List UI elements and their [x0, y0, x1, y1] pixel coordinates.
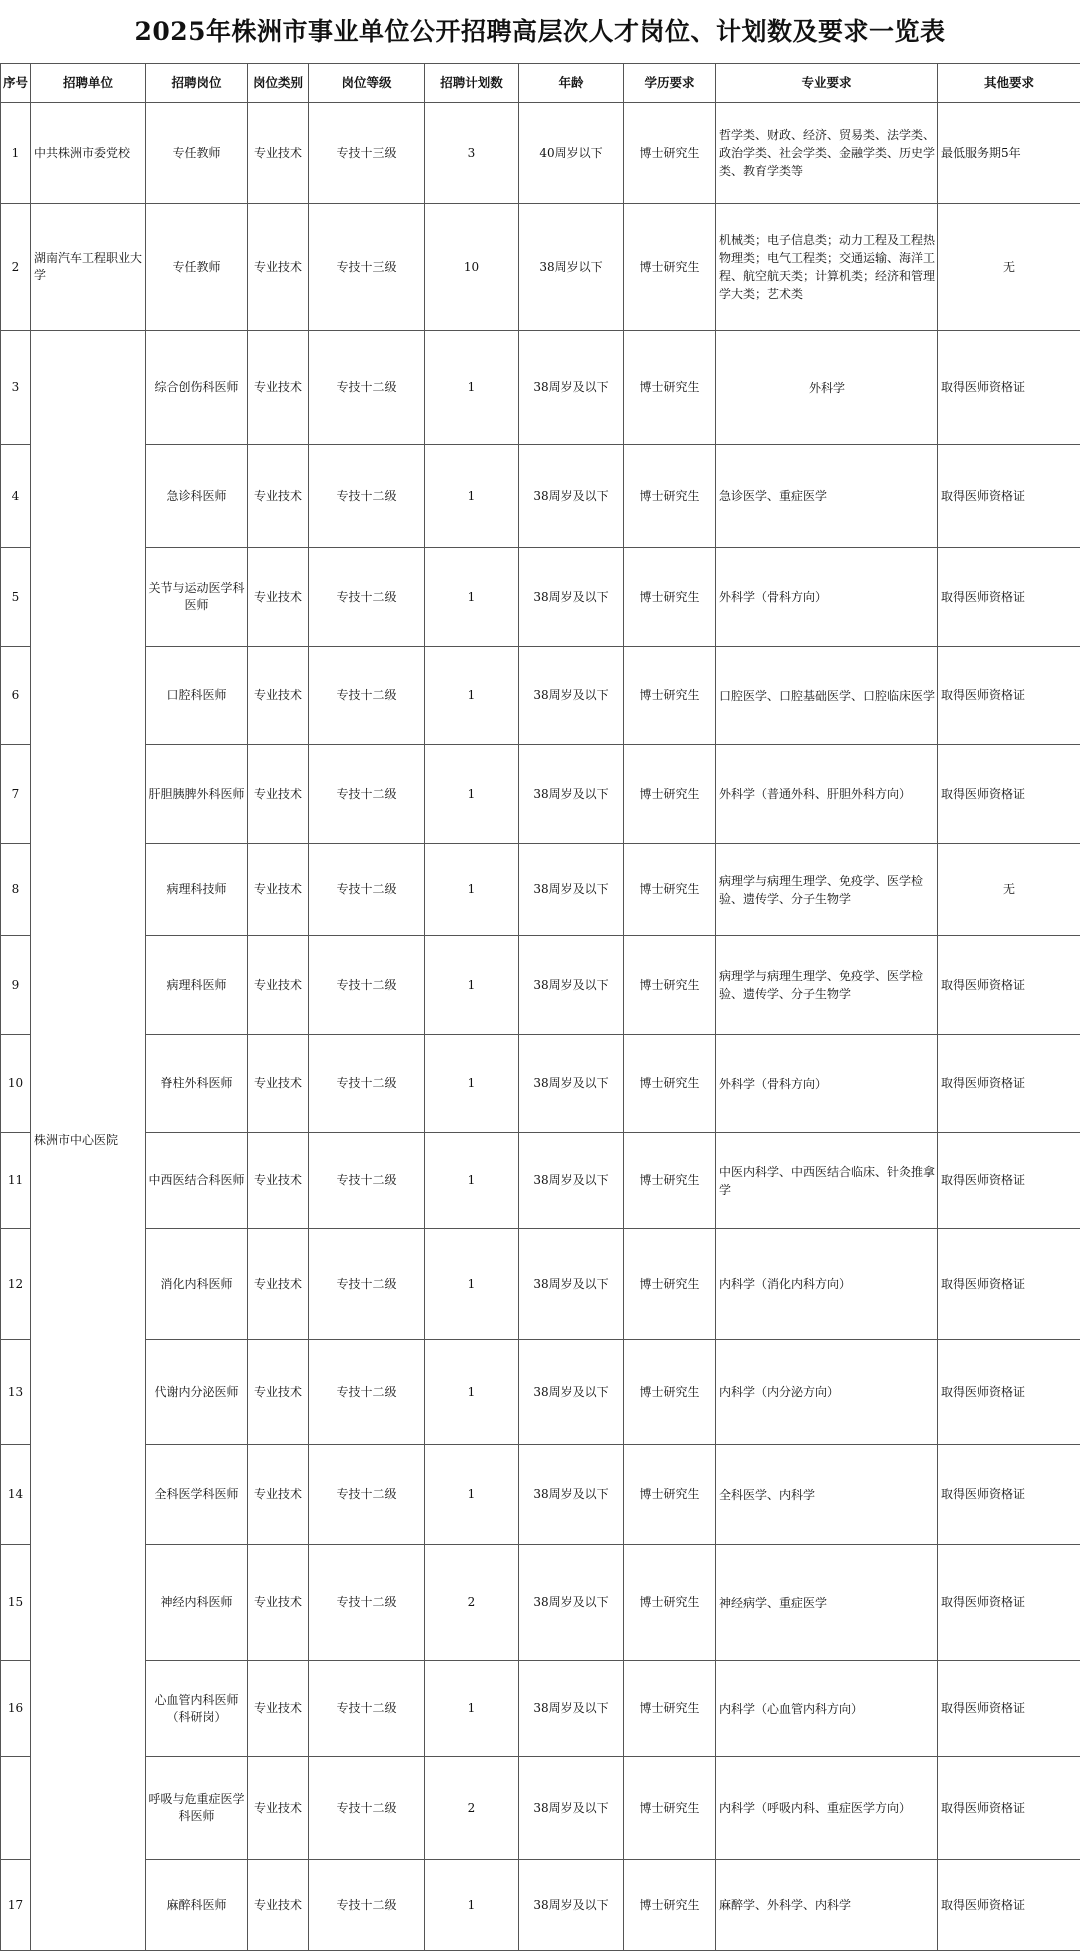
cell-no: 11 [1, 1133, 31, 1229]
cell-post: 中西医结合科医师 [146, 1133, 248, 1229]
cell-major: 全科医学、内科学 [716, 1445, 938, 1545]
cell-grade: 专技十二级 [309, 844, 425, 936]
cell-age: 38周岁及以下 [519, 1860, 624, 1951]
cell-grade: 专技十三级 [309, 103, 425, 204]
cell-post: 专任教师 [146, 103, 248, 204]
cell-no: 3 [1, 331, 31, 445]
cell-post: 全科医学科医师 [146, 1445, 248, 1545]
cell-grade: 专技十二级 [309, 1035, 425, 1133]
cell-category: 专业技术 [248, 548, 309, 647]
cell-major: 外科学（骨科方向） [716, 1035, 938, 1133]
recruitment-table [0, 63, 1080, 1951]
cell-count: 2 [425, 1545, 519, 1661]
cell-major: 哲学类、财政、经济、贸易类、法学类、政治学类、社会学类、金融学类、历史学类、教育学类等 [716, 103, 938, 204]
cell-no: 17 [1, 1860, 31, 1951]
cell-unit: 株洲市中心医院 [31, 331, 146, 1951]
table-row [1, 204, 1080, 331]
table-row [1, 103, 1080, 204]
cell-edu: 博士研究生 [624, 647, 716, 745]
table-row [1, 936, 1080, 1035]
cell-other: 取得医师资格证 [938, 1757, 1080, 1860]
cell-no: 12 [1, 1229, 31, 1340]
cell-age: 38周岁及以下 [519, 936, 624, 1035]
cell-other: 取得医师资格证 [938, 936, 1080, 1035]
cell-edu: 博士研究生 [624, 1757, 716, 1860]
cell-post: 心血管内科医师（科研岗） [146, 1661, 248, 1757]
cell-no: 14 [1, 1445, 31, 1545]
table-row [1, 548, 1080, 647]
cell-unit: 湖南汽车工程职业大学 [31, 204, 146, 331]
table-row [1, 1860, 1080, 1951]
cell-count: 2 [425, 1757, 519, 1860]
cell-other: 无 [938, 204, 1080, 331]
cell-no: 2 [1, 204, 31, 331]
cell-edu: 博士研究生 [624, 1661, 716, 1757]
table-row [1, 647, 1080, 745]
table-row [1, 1757, 1080, 1860]
cell-no: 1 [1, 103, 31, 204]
cell-post: 专任教师 [146, 204, 248, 331]
table-row [1, 1229, 1080, 1340]
cell-no: 8 [1, 844, 31, 936]
cell-edu: 博士研究生 [624, 936, 716, 1035]
table-body [1, 103, 1080, 1951]
cell-no: 7 [1, 745, 31, 844]
header-no: 序号 [1, 64, 31, 103]
header-major: 专业要求 [716, 64, 938, 103]
cell-major: 病理学与病理生理学、免疫学、医学检验、遗传学、分子生物学 [716, 936, 938, 1035]
cell-grade: 专技十二级 [309, 1757, 425, 1860]
table-row [1, 1545, 1080, 1661]
cell-count: 1 [425, 1229, 519, 1340]
table-row [1, 331, 1080, 445]
cell-other: 取得医师资格证 [938, 1545, 1080, 1661]
cell-post: 关节与运动医学科医师 [146, 548, 248, 647]
table-header-row [1, 64, 1080, 103]
cell-major: 麻醉学、外科学、内科学 [716, 1860, 938, 1951]
cell-other: 取得医师资格证 [938, 1229, 1080, 1340]
cell-age: 38周岁及以下 [519, 1133, 624, 1229]
cell-edu: 博士研究生 [624, 1860, 716, 1951]
cell-edu: 博士研究生 [624, 103, 716, 204]
cell-grade: 专技十二级 [309, 331, 425, 445]
cell-edu: 博士研究生 [624, 1133, 716, 1229]
cell-age: 38周岁及以下 [519, 1229, 624, 1340]
cell-major: 外科学 [716, 331, 938, 445]
cell-no: 6 [1, 647, 31, 745]
cell-category: 专业技术 [248, 1133, 309, 1229]
table-row [1, 1133, 1080, 1229]
cell-other: 取得医师资格证 [938, 1661, 1080, 1757]
cell-edu: 博士研究生 [624, 844, 716, 936]
cell-age: 38周岁及以下 [519, 647, 624, 745]
cell-other: 无 [938, 844, 1080, 936]
cell-post: 肝胆胰脾外科医师 [146, 745, 248, 844]
cell-no [1, 1757, 31, 1860]
table-row [1, 1340, 1080, 1445]
cell-post: 神经内科医师 [146, 1545, 248, 1661]
cell-age: 38周岁及以下 [519, 745, 624, 844]
cell-post: 消化内科医师 [146, 1229, 248, 1340]
cell-age: 38周岁及以下 [519, 445, 624, 548]
cell-category: 专业技术 [248, 1661, 309, 1757]
header-age: 年龄 [519, 64, 624, 103]
cell-grade: 专技十二级 [309, 1661, 425, 1757]
cell-category: 专业技术 [248, 1340, 309, 1445]
cell-age: 38周岁及以下 [519, 1661, 624, 1757]
cell-post: 病理科医师 [146, 936, 248, 1035]
cell-edu: 博士研究生 [624, 1229, 716, 1340]
cell-no: 15 [1, 1545, 31, 1661]
cell-other: 取得医师资格证 [938, 1860, 1080, 1951]
cell-major: 口腔医学、口腔基础医学、口腔临床医学 [716, 647, 938, 745]
cell-grade: 专技十二级 [309, 1860, 425, 1951]
cell-no: 4 [1, 445, 31, 548]
cell-edu: 博士研究生 [624, 1035, 716, 1133]
cell-count: 1 [425, 1340, 519, 1445]
cell-count: 1 [425, 1133, 519, 1229]
cell-count: 10 [425, 204, 519, 331]
cell-grade: 专技十二级 [309, 647, 425, 745]
cell-grade: 专技十二级 [309, 745, 425, 844]
cell-major: 外科学（普通外科、肝胆外科方向） [716, 745, 938, 844]
cell-category: 专业技术 [248, 1545, 309, 1661]
cell-major: 内科学（心血管内科方向） [716, 1661, 938, 1757]
cell-no: 5 [1, 548, 31, 647]
cell-age: 38周岁及以下 [519, 1757, 624, 1860]
cell-no: 9 [1, 936, 31, 1035]
cell-grade: 专技十二级 [309, 936, 425, 1035]
cell-age: 38周岁及以下 [519, 548, 624, 647]
cell-edu: 博士研究生 [624, 745, 716, 844]
cell-other: 取得医师资格证 [938, 1035, 1080, 1133]
cell-count: 1 [425, 445, 519, 548]
cell-edu: 博士研究生 [624, 1445, 716, 1545]
cell-count: 1 [425, 844, 519, 936]
cell-other: 取得医师资格证 [938, 548, 1080, 647]
header-grade: 岗位等级 [309, 64, 425, 103]
cell-no: 10 [1, 1035, 31, 1133]
cell-count: 1 [425, 647, 519, 745]
cell-post: 麻醉科医师 [146, 1860, 248, 1951]
cell-major: 内科学（消化内科方向） [716, 1229, 938, 1340]
header-unit: 招聘单位 [31, 64, 146, 103]
cell-major: 神经病学、重症医学 [716, 1545, 938, 1661]
cell-major: 急诊医学、重症医学 [716, 445, 938, 548]
header-edu: 学历要求 [624, 64, 716, 103]
cell-category: 专业技术 [248, 1229, 309, 1340]
cell-category: 专业技术 [248, 103, 309, 204]
table-row [1, 745, 1080, 844]
cell-count: 1 [425, 548, 519, 647]
cell-count: 1 [425, 745, 519, 844]
cell-unit: 中共株洲市委党校 [31, 103, 146, 204]
cell-post: 病理科技师 [146, 844, 248, 936]
cell-grade: 专技十三级 [309, 204, 425, 331]
cell-post: 口腔科医师 [146, 647, 248, 745]
cell-major: 中医内科学、中西医结合临床、针灸推拿学 [716, 1133, 938, 1229]
table-row [1, 445, 1080, 548]
cell-other: 取得医师资格证 [938, 1133, 1080, 1229]
page-title: 2025年株洲市事业单位公开招聘高层次人才岗位、计划数及要求一览表 [0, 0, 1080, 63]
cell-category: 专业技术 [248, 331, 309, 445]
cell-grade: 专技十二级 [309, 1133, 425, 1229]
cell-age: 38周岁及以下 [519, 1545, 624, 1661]
cell-edu: 博士研究生 [624, 1545, 716, 1661]
cell-other: 最低服务期5年 [938, 103, 1080, 204]
cell-category: 专业技术 [248, 445, 309, 548]
cell-grade: 专技十二级 [309, 548, 425, 647]
cell-count: 3 [425, 103, 519, 204]
header-other: 其他要求 [938, 64, 1080, 103]
cell-age: 38周岁及以下 [519, 1445, 624, 1545]
cell-major: 内科学（呼吸内科、重症医学方向） [716, 1757, 938, 1860]
cell-other: 取得医师资格证 [938, 1445, 1080, 1545]
cell-count: 1 [425, 1445, 519, 1545]
cell-other: 取得医师资格证 [938, 331, 1080, 445]
cell-age: 38周岁及以下 [519, 1035, 624, 1133]
cell-post: 脊柱外科医师 [146, 1035, 248, 1133]
table-row [1, 1035, 1080, 1133]
cell-count: 1 [425, 331, 519, 445]
cell-major: 外科学（骨科方向） [716, 548, 938, 647]
header-category: 岗位类别 [248, 64, 309, 103]
cell-age: 38周岁以下 [519, 204, 624, 331]
cell-post: 综合创伤科医师 [146, 331, 248, 445]
table-row [1, 1661, 1080, 1757]
cell-category: 专业技术 [248, 844, 309, 936]
cell-category: 专业技术 [248, 1445, 309, 1545]
table-row [1, 844, 1080, 936]
cell-category: 专业技术 [248, 647, 309, 745]
cell-grade: 专技十二级 [309, 1340, 425, 1445]
cell-edu: 博士研究生 [624, 548, 716, 647]
cell-major: 机械类；电子信息类；动力工程及工程热物理类；电气工程类；交通运输、海洋工程、航空航天类；计算机类；经济和管理学大类；艺术类 [716, 204, 938, 331]
cell-other: 取得医师资格证 [938, 647, 1080, 745]
cell-age: 38周岁及以下 [519, 331, 624, 445]
cell-post: 呼吸与危重症医学科医师 [146, 1757, 248, 1860]
cell-edu: 博士研究生 [624, 331, 716, 445]
cell-age: 40周岁以下 [519, 103, 624, 204]
cell-edu: 博士研究生 [624, 445, 716, 548]
cell-major: 内科学（内分泌方向） [716, 1340, 938, 1445]
cell-no: 13 [1, 1340, 31, 1445]
cell-other: 取得医师资格证 [938, 445, 1080, 548]
cell-edu: 博士研究生 [624, 1340, 716, 1445]
table-row [1, 1445, 1080, 1545]
cell-grade: 专技十二级 [309, 445, 425, 548]
cell-other: 取得医师资格证 [938, 1340, 1080, 1445]
cell-age: 38周岁及以下 [519, 1340, 624, 1445]
cell-grade: 专技十二级 [309, 1545, 425, 1661]
header-post: 招聘岗位 [146, 64, 248, 103]
cell-count: 1 [425, 1035, 519, 1133]
cell-no: 16 [1, 1661, 31, 1757]
cell-major: 病理学与病理生理学、免疫学、医学检验、遗传学、分子生物学 [716, 844, 938, 936]
cell-category: 专业技术 [248, 1757, 309, 1860]
cell-post: 急诊科医师 [146, 445, 248, 548]
cell-category: 专业技术 [248, 204, 309, 331]
cell-count: 1 [425, 936, 519, 1035]
cell-count: 1 [425, 1860, 519, 1951]
cell-category: 专业技术 [248, 745, 309, 844]
cell-edu: 博士研究生 [624, 204, 716, 331]
header-count: 招聘计划数 [425, 64, 519, 103]
cell-age: 38周岁及以下 [519, 844, 624, 936]
cell-grade: 专技十二级 [309, 1229, 425, 1340]
cell-count: 1 [425, 1661, 519, 1757]
cell-post: 代谢内分泌医师 [146, 1340, 248, 1445]
cell-category: 专业技术 [248, 936, 309, 1035]
cell-other: 取得医师资格证 [938, 745, 1080, 844]
cell-category: 专业技术 [248, 1035, 309, 1133]
cell-category: 专业技术 [248, 1860, 309, 1951]
cell-grade: 专技十二级 [309, 1445, 425, 1545]
